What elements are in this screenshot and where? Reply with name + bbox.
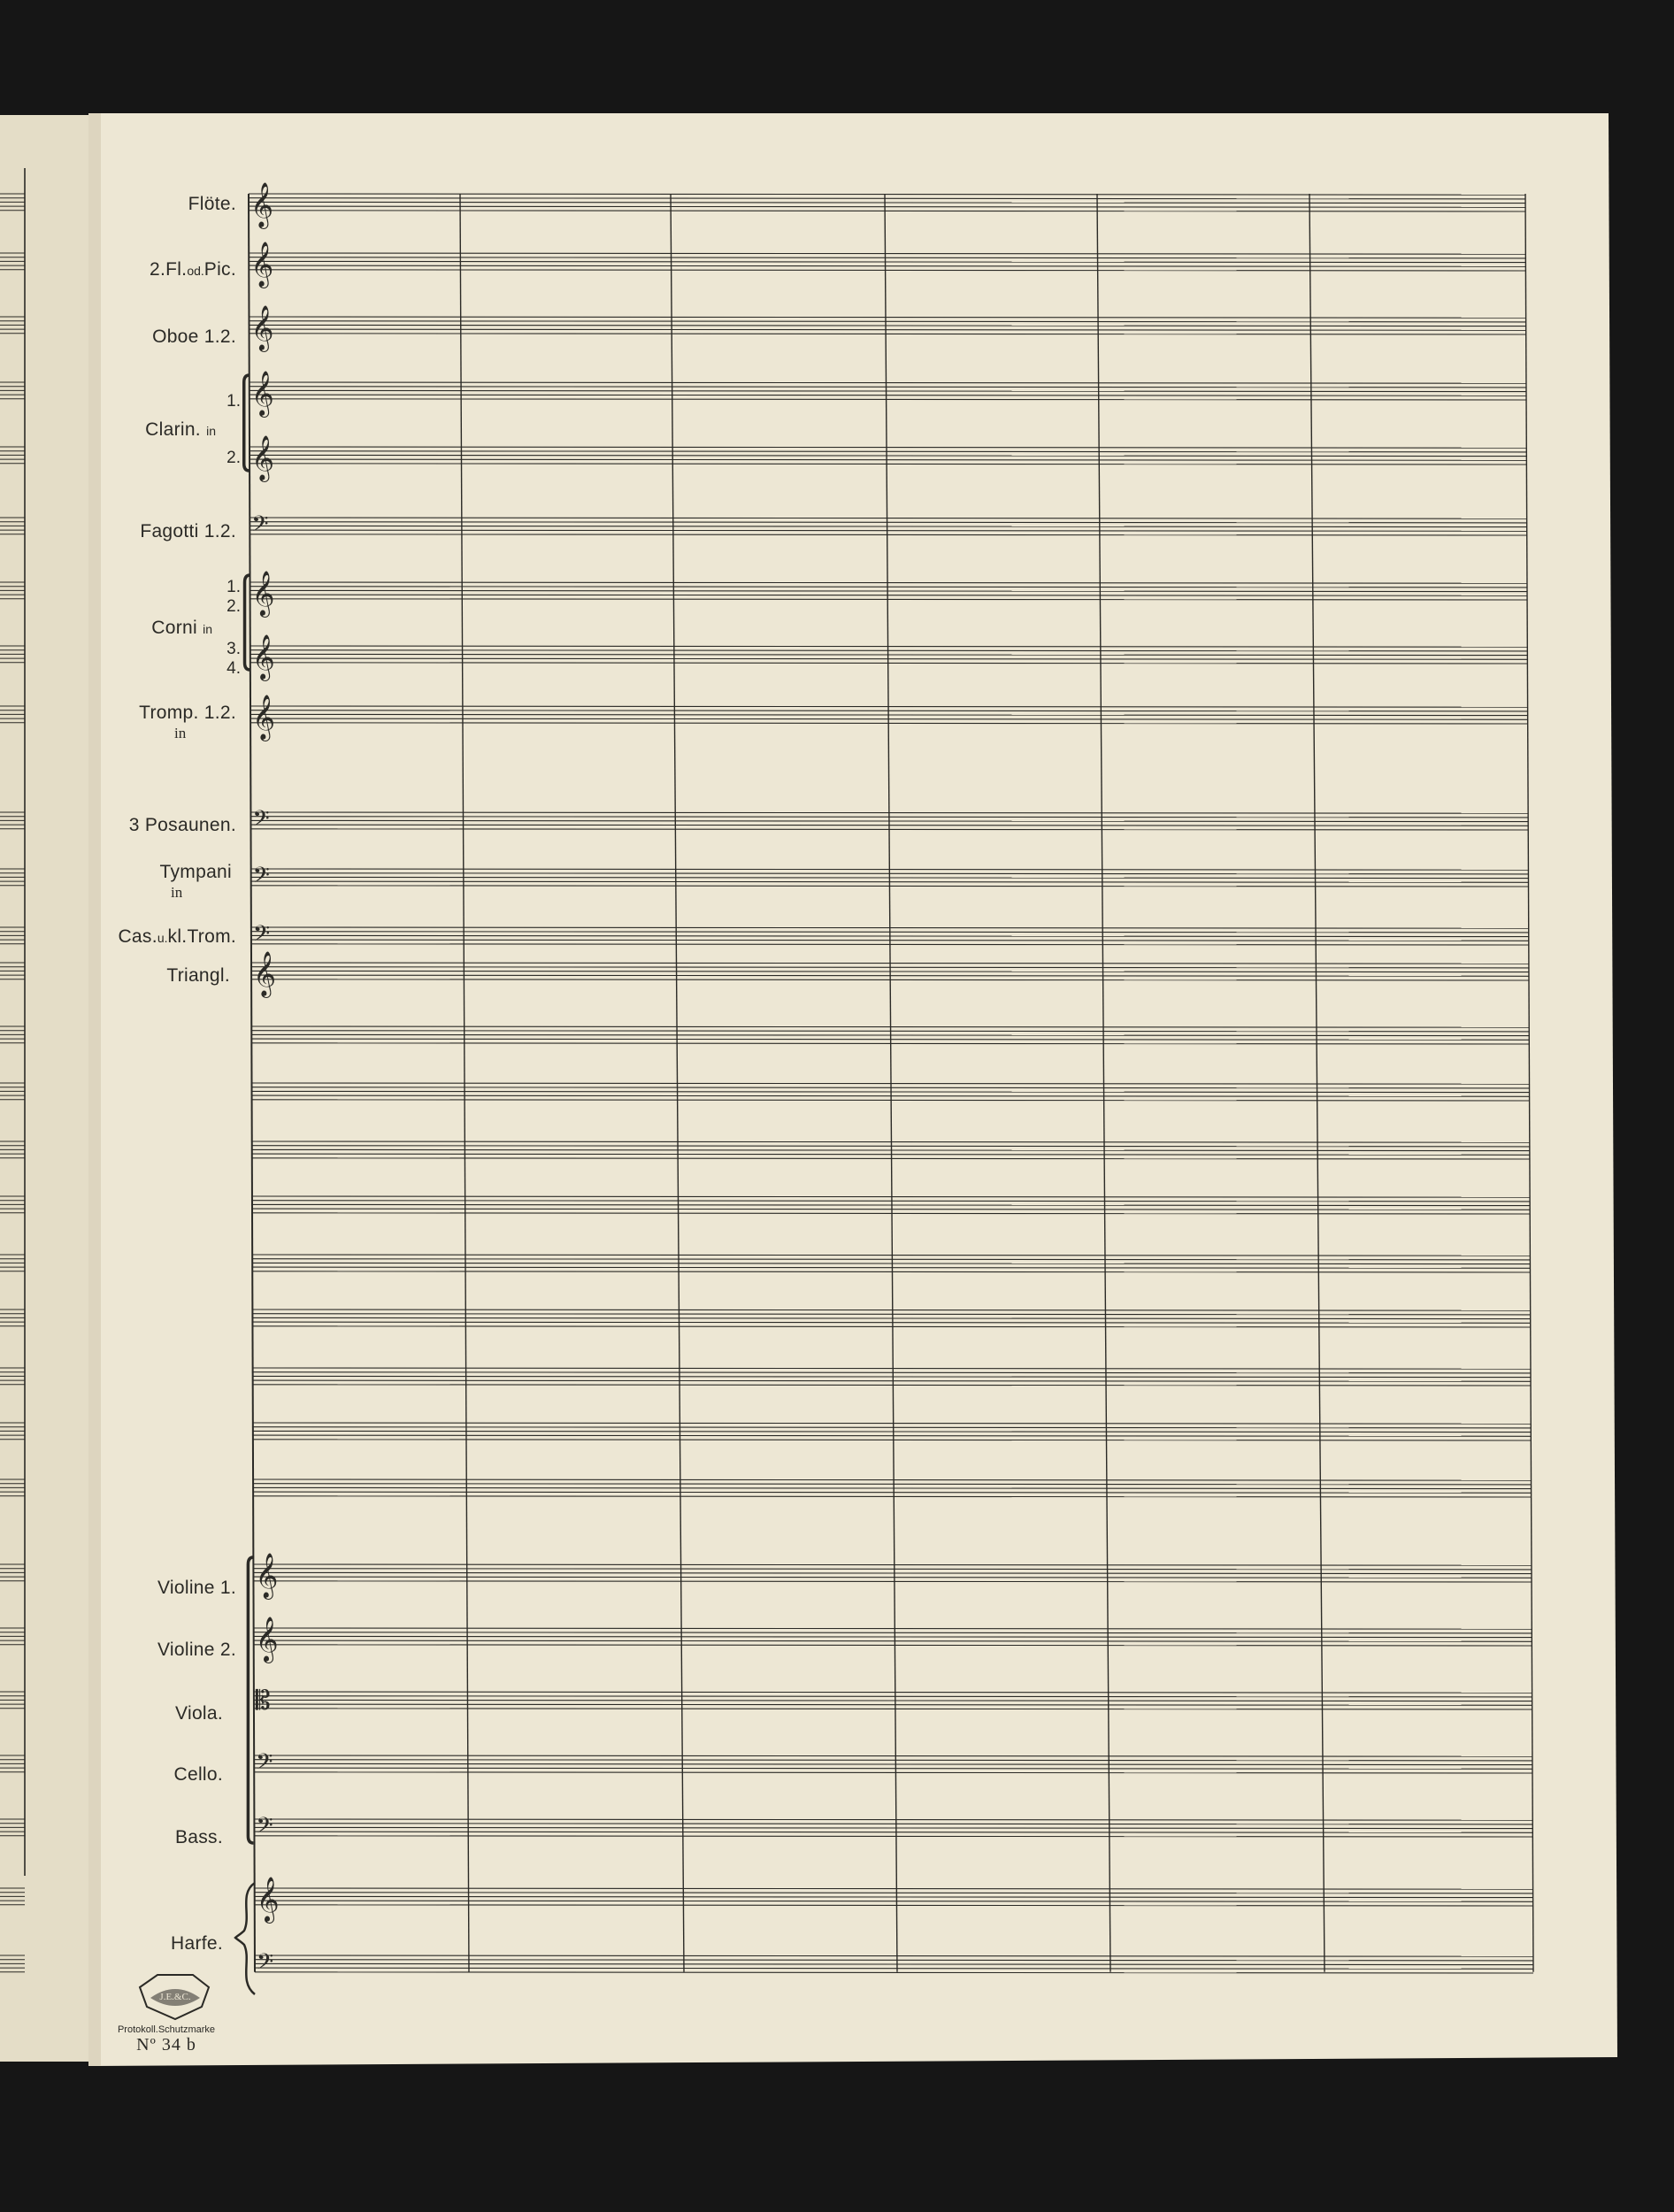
label-cassa-kleine-trommel xyxy=(118,927,236,948)
label-clarinet xyxy=(145,420,216,441)
label-flute: Flöte. xyxy=(188,194,236,214)
treble-clef-icon: 𝄞 xyxy=(250,182,274,227)
flute2-small: od. xyxy=(187,264,204,278)
label-trumpet: Tromp. 1.2. xyxy=(139,703,236,723)
treble-clef-icon: 𝄞 xyxy=(253,951,277,996)
flute2-tail: Pic. xyxy=(203,259,236,280)
treble-clef-icon: 𝄞 xyxy=(250,305,274,350)
stamp-monogram: J.E.&C. xyxy=(159,1992,191,2002)
label-violin-2: Violine 2. xyxy=(157,1640,236,1660)
left-page-edge xyxy=(0,115,102,2062)
corni-number-2: 2. xyxy=(227,597,241,616)
publisher-stamp xyxy=(113,1971,219,2055)
label-trombones: 3 Posaunen. xyxy=(128,815,236,835)
bass-clef-icon: 𝄢 xyxy=(252,863,270,894)
label-cello: Cello. xyxy=(173,1764,223,1785)
label-corni xyxy=(151,618,212,639)
corni-number-1: 1. xyxy=(227,578,241,596)
treble-clef-icon: 𝄞 xyxy=(250,242,274,287)
cassa-tail: kl.Trom. xyxy=(167,926,236,947)
stamp-plate-number: Nº 34 b xyxy=(136,2035,196,2055)
label-timpani-in: in xyxy=(171,884,183,901)
treble-clef-icon: 𝄞 xyxy=(250,371,274,416)
alto-clef-icon: 𝄡 xyxy=(255,1686,271,1717)
bass-clef-icon: 𝄢 xyxy=(252,806,270,837)
label-fagotti: Fagotti 1.2. xyxy=(140,521,236,541)
clarinet-main: Clarin. xyxy=(145,419,201,440)
treble-clef-icon: 𝄞 xyxy=(255,1553,279,1598)
label-violin-1: Violine 1. xyxy=(157,1578,236,1598)
label-trumpet-in: in xyxy=(174,725,187,741)
label-timpani: Tympani xyxy=(159,862,232,882)
label-flute-2-piccolo xyxy=(150,260,236,280)
label-oboe: Oboe 1.2. xyxy=(152,326,236,347)
treble-clef-icon: 𝄞 xyxy=(250,435,275,480)
bass-clef-icon: 𝄢 xyxy=(256,1749,273,1780)
corni-small: in xyxy=(203,622,212,636)
clarinet-small: in xyxy=(206,424,216,438)
label-harp: Harfe. xyxy=(171,1933,223,1954)
label-triangle: Triangl. xyxy=(166,965,230,986)
stamp-trademark-text: Protokoll.Schutzmarke xyxy=(117,2024,216,2035)
bass-clef-icon: 𝄢 xyxy=(251,511,269,542)
corni-number-4: 4. xyxy=(227,659,241,678)
label-bass: Bass. xyxy=(174,1827,223,1847)
bass-clef-icon: 𝄢 xyxy=(256,1813,273,1844)
bass-clef-icon: 𝄢 xyxy=(256,1949,274,1980)
treble-clef-icon: 𝄞 xyxy=(251,634,275,680)
cassa-small: u. xyxy=(157,931,168,945)
cassa-main: Cas. xyxy=(118,926,157,947)
label-viola: Viola. xyxy=(175,1703,223,1724)
corni-number-3: 3. xyxy=(227,640,241,658)
treble-clef-icon: 𝄞 xyxy=(256,1877,280,1922)
bass-clef-icon: 𝄢 xyxy=(252,921,271,952)
flute2-main: 2.Fl. xyxy=(149,259,188,280)
treble-clef-icon: 𝄞 xyxy=(255,1617,279,1662)
treble-clef-icon: 𝄞 xyxy=(251,571,275,616)
corni-main: Corni xyxy=(151,618,197,638)
clarinet-number-1: 1. xyxy=(227,392,241,411)
treble-clef-icon: 𝄞 xyxy=(252,695,276,740)
clarinet-number-2: 2. xyxy=(227,449,241,467)
